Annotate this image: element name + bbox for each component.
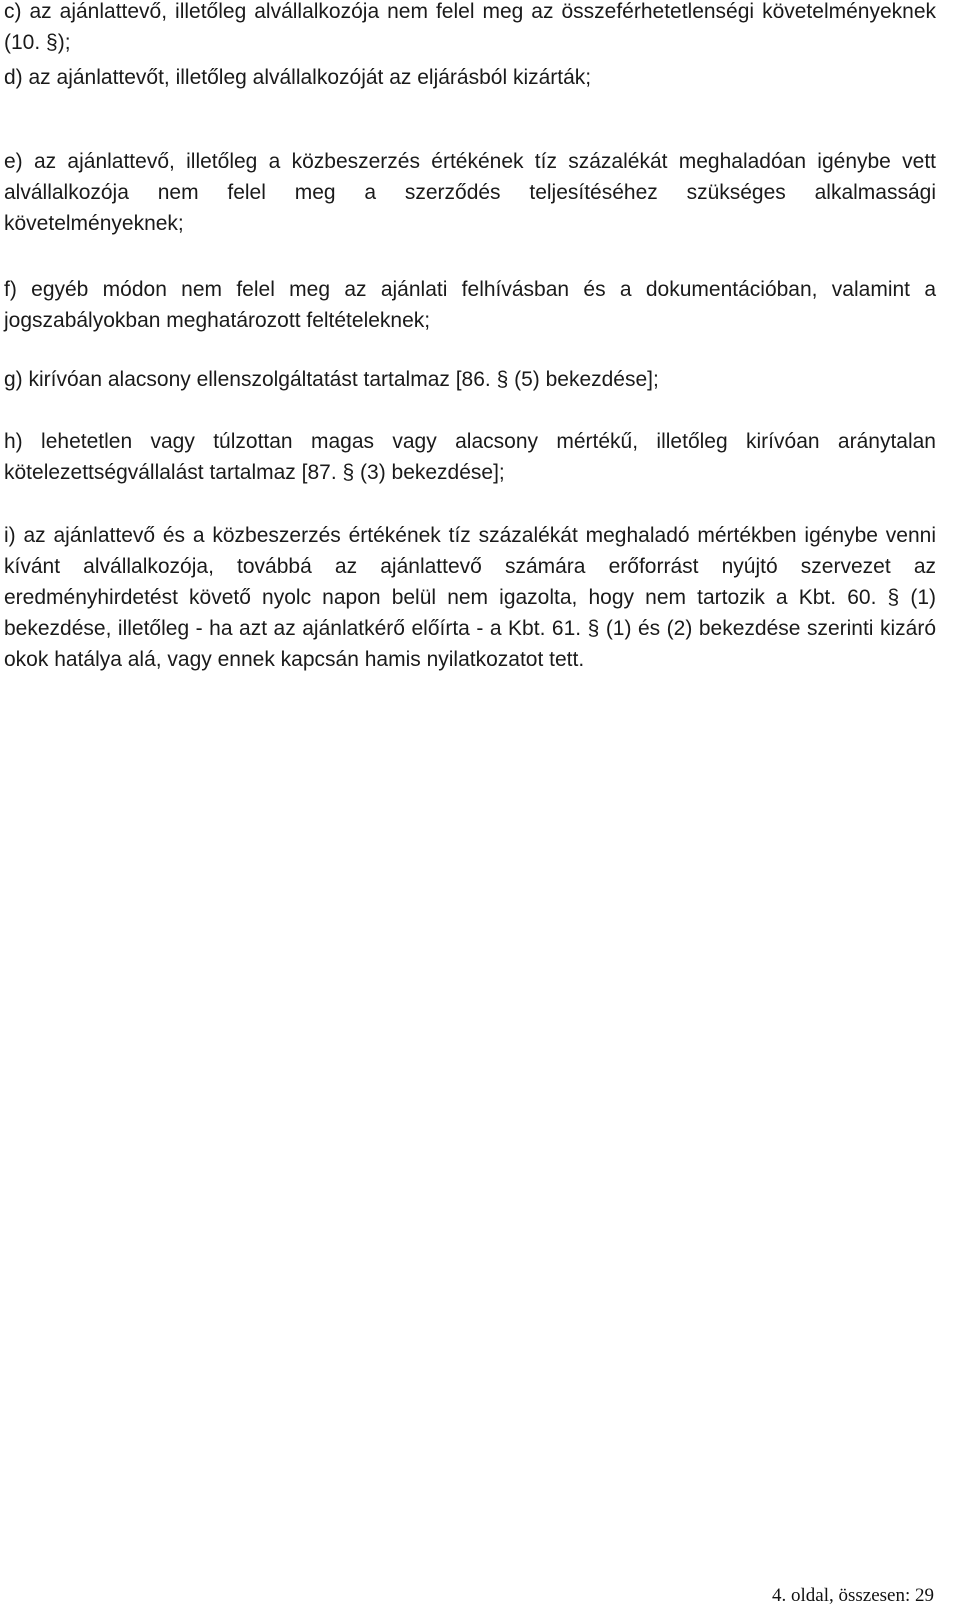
- paragraph-i: i) az ajánlattevő és a közbeszerzés értékének tíz százalékát meghaladó mértékben igénybe venni kívánt alvállalkozója, továbbá az ajánlattevő számára erőforrást nyújtó szervezet az eredményhirdetést követő nyolc napon belül nem igazolta, hogy nem tartozik a Kbt. 60. § (1) bekezdése, illetőleg - ha azt az ajánlatkérő előírta - a Kbt. 61. § (1) és (2) bekezdése szerinti kizáró okok hatálya alá, vagy ennek kapcsán hamis nyilatkozatot tett.: [4, 524, 936, 671]
- paragraph-h: h) lehetetlen vagy túlzottan magas vagy alacsony mértékű, illetőleg kirívóan aránytalan kötelezettségvállalást tartalmaz [87. § (3) bekezdése];: [4, 430, 936, 484]
- paragraph-e: e) az ajánlattevő, illetőleg a közbeszerzés értékének tíz százalékát meghaladóan igénybe vett alvállalkozója nem felel meg a szerződés teljesítéséhez szükséges alkalmassági követelményeknek;: [4, 150, 936, 235]
- paragraph-f: f) egyéb módon nem felel meg az ajánlati felhívásban és a dokumentációban, valamint a jogszabályokban meghatározott feltételeknek;: [4, 278, 936, 332]
- paragraph-g: g) kirívóan alacsony ellenszolgáltatást tartalmaz [86. § (5) bekezdése];: [4, 368, 659, 391]
- paragraph-d: d) az ajánlattevőt, illetőleg alvállalkozóját az eljárásból kizárták;: [4, 66, 592, 89]
- paragraph-c: c) az ajánlattevő, illetőleg alvállalkozója nem felel meg az összeférhetetlenségi követelményeknek (10. §);: [4, 0, 936, 54]
- page-number-footer: 4. oldal, összesen: 29: [771, 1585, 934, 1606]
